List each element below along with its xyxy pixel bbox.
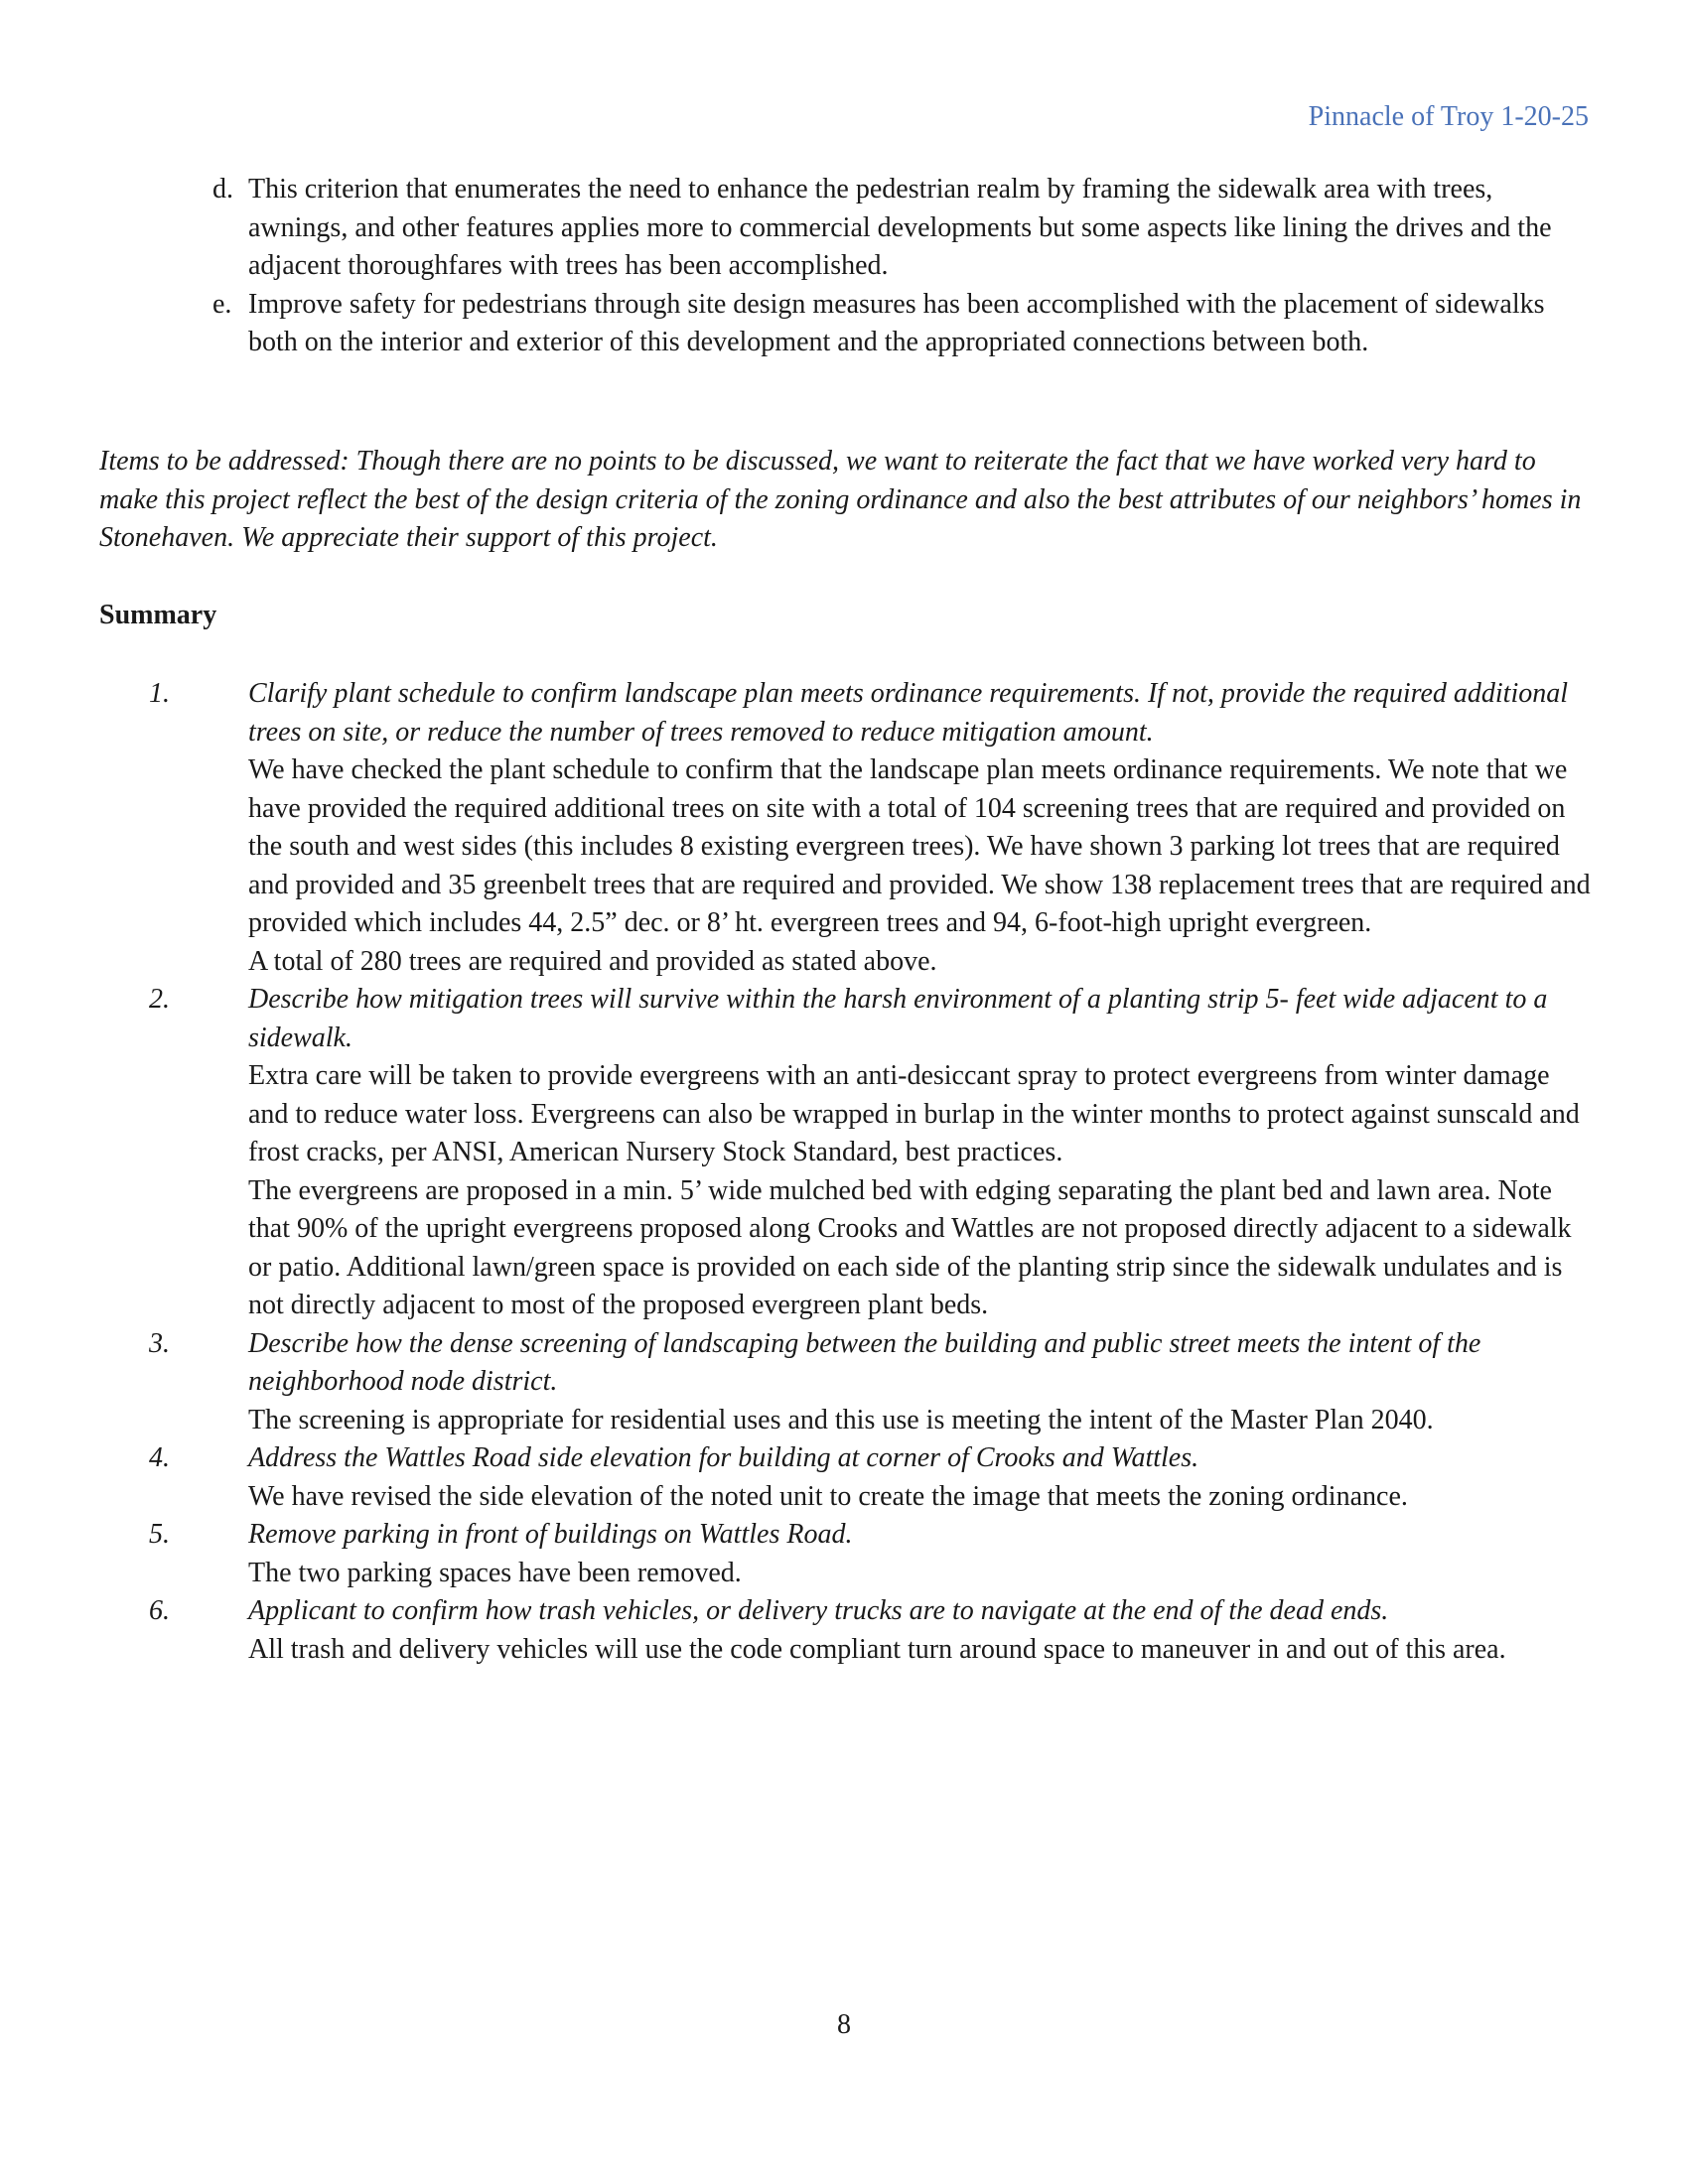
criteria-list [99, 171, 1589, 362]
summary-response: The screening is appropriate for residential uses and this use is meeting the intent of the Master Plan 2040. [248, 1404, 1434, 1435]
summary-item [99, 1325, 1594, 1440]
summary-response: The two parking spaces have been removed. [248, 1557, 742, 1588]
summary-response: The evergreens are proposed in a min. 5’ wide mulched bed with edging separating the plant bed and lawn area. Note that 90% of the upright evergreens proposed along Crooks and Wattles are not proposed directly adjacent to a sidewalk or patio. Additional lawn/green space is provided on each side of the planting strip since the sidewalk undulates and is not directly adjacent to most of the proposed evergreen plant beds. [248, 1174, 1572, 1320]
summary-response: We have revised the side elevation of the noted unit to create the image that meets the zoning ordinance. [248, 1480, 1408, 1512]
summary-item [99, 1439, 1594, 1516]
summary-item-number: 1. [149, 678, 170, 709]
page-number: 8 [837, 2009, 851, 2040]
summary-item [99, 1592, 1594, 1669]
summary-item [99, 1516, 1594, 1592]
summary-item-number: 4. [149, 1442, 170, 1473]
summary-heading: Summary [99, 600, 217, 630]
summary-item [99, 675, 1594, 981]
summary-item-number: 2. [149, 984, 170, 1015]
summary-response: A total of 280 trees are required and provided as stated above. [248, 945, 937, 977]
items-to-address-note: Items to be addressed: Though there are no points to be discussed, we want to reiterate the fact that we have worked very hard to make this project reflect the best of the design criteria of the zoning ordinance and also the best attributes of our neighbors’ homes in Stonehaven. We appreciate their support of this project. [99, 446, 1582, 553]
summary-item [99, 981, 1594, 1325]
list-marker: d. [212, 174, 233, 205]
summary-question: Remove parking in front of buildings on Wattles Road. [248, 1519, 853, 1550]
summary-item-number: 5. [149, 1519, 170, 1550]
list-item [99, 286, 1589, 362]
summary-question: Address the Wattles Road side elevation for building at corner of Crooks and Wattles. [248, 1442, 1199, 1473]
summary-question: Applicant to confirm how trash vehicles, or delivery trucks are to navigate at the end of the dead ends. [248, 1595, 1389, 1626]
summary-question: Describe how the dense screening of landscaping between the building and public street meets the intent of the neighborhood node district. [248, 1327, 1481, 1397]
list-marker: e. [212, 288, 232, 320]
summary-list [99, 675, 1594, 1669]
list-item-text: Improve safety for pedestrians through site design measures has been accomplished with the placement of sidewalks both on the interior and exterior of this development and the appropriated connections between both. [248, 288, 1545, 357]
list-item [99, 171, 1589, 286]
summary-response: All trash and delivery vehicles will use the code compliant turn around space to maneuver in and out of this area. [248, 1633, 1506, 1665]
summary-response: Extra care will be taken to provide evergreens with an anti-desiccant spray to protect evergreens from winter damage and to reduce water loss. Evergreens can also be wrapped in burlap in the winter months to protect against sunscald and frost cracks, per ANSI, American Nursery Stock Standard, best practices. [248, 1060, 1580, 1167]
summary-question: Clarify plant schedule to confirm landscape plan meets ordinance requirements. If not, provide the required additional trees on site, or reduce the number of trees removed to reduce mitigation amount. [248, 678, 1569, 748]
summary-question: Describe how mitigation trees will survive within the harsh environment of a planting strip 5- feet wide adjacent to a sidewalk. [248, 984, 1548, 1053]
summary-item-number: 6. [149, 1595, 170, 1626]
summary-response: We have checked the plant schedule to confirm that the landscape plan meets ordinance requirements. We note that we have provided the required additional trees on site with a total of 104 screening trees that are required and provided on the south and west sides (this includes 8 existing evergreen trees). We have shown 3 parking lot trees that are required and provided and 35 greenbelt trees that are required and provided. We show 138 replacement trees that are required and provided which includes 44, 2.5” dec. or 8’ ht. evergreen trees and 94, 6-foot-high upright evergreen. [248, 754, 1591, 938]
summary-item-number: 3. [149, 1327, 170, 1359]
document-header: Pinnacle of Troy 1-20-25 [1308, 101, 1589, 132]
list-item-text: This criterion that enumerates the need to enhance the pedestrian realm by framing the sidewalk area with trees, awnings, and other features applies more to commercial developments but some aspects like lining the drives and the adjacent thoroughfares with trees has been accomplished. [248, 174, 1552, 281]
